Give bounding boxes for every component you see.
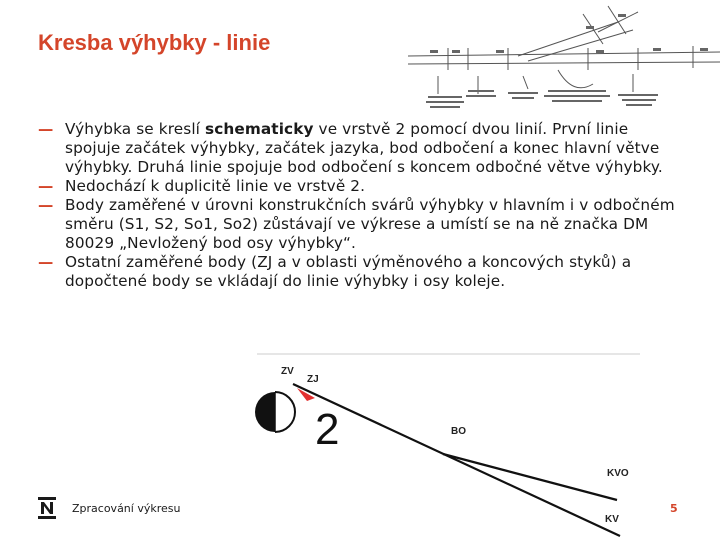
bullet-text: Nedochází k duplicitě linie ve vrstvě 2. bbox=[65, 177, 366, 195]
bullet-item bbox=[38, 177, 688, 196]
bullet-text-before: Výhybka se kreslí bbox=[65, 120, 205, 138]
label-bo: BO bbox=[451, 426, 466, 437]
turnout-line-diagram bbox=[255, 352, 645, 540]
bullet-item bbox=[38, 120, 688, 177]
bullet-text: Ostatní zaměřené body (ZJ a v oblasti výměnového a koncových styků) a dopočtené body se vkládají do linie výhybky i osy koleje. bbox=[65, 253, 632, 290]
label-kv: KV bbox=[605, 514, 619, 525]
bullet-dash: — bbox=[38, 196, 54, 214]
bullet-dash: — bbox=[38, 120, 54, 138]
bullet-text: Body zaměřené v úrovni konstrukčních svárů výhybky v hlavním i v odbočném směru (S1, S2, So1, So2) zůstávají ve výkrese a umístí se na ně značka DM 80029 „Nevložený bod osy výhybky“. bbox=[65, 196, 675, 252]
bullet-item bbox=[38, 196, 688, 253]
label-zj: ZJ bbox=[307, 374, 319, 385]
page-number: 5 bbox=[670, 502, 678, 515]
main-branch-line bbox=[293, 384, 620, 536]
bullet-text-after: ve vrstvě 2 pomocí dvou linií. První linie spojuje začátek výhybky, začátek jazyka, bod odbočení a konec hlavní větve výhybky. Druhá linie spojuje bod odbočení s koncem odbočné větve výhybky. bbox=[65, 120, 663, 176]
bullet-list bbox=[38, 120, 688, 291]
bullet-dash: — bbox=[38, 177, 54, 195]
slide-title: Kresba výhybky - linie bbox=[38, 30, 271, 55]
label-kvo: KVO bbox=[607, 468, 629, 479]
layer-number-label: 2 bbox=[315, 405, 340, 454]
turnout-sketch-image bbox=[408, 4, 720, 116]
university-logo-icon bbox=[38, 497, 56, 519]
bullet-item bbox=[38, 253, 688, 291]
footer-text: Zpracování výkresu bbox=[72, 502, 181, 515]
switch-symbol bbox=[255, 392, 295, 432]
bullet-text-bold: schematicky bbox=[205, 120, 314, 138]
bullet-dash: — bbox=[38, 253, 54, 271]
label-zv: ZV bbox=[281, 366, 294, 377]
